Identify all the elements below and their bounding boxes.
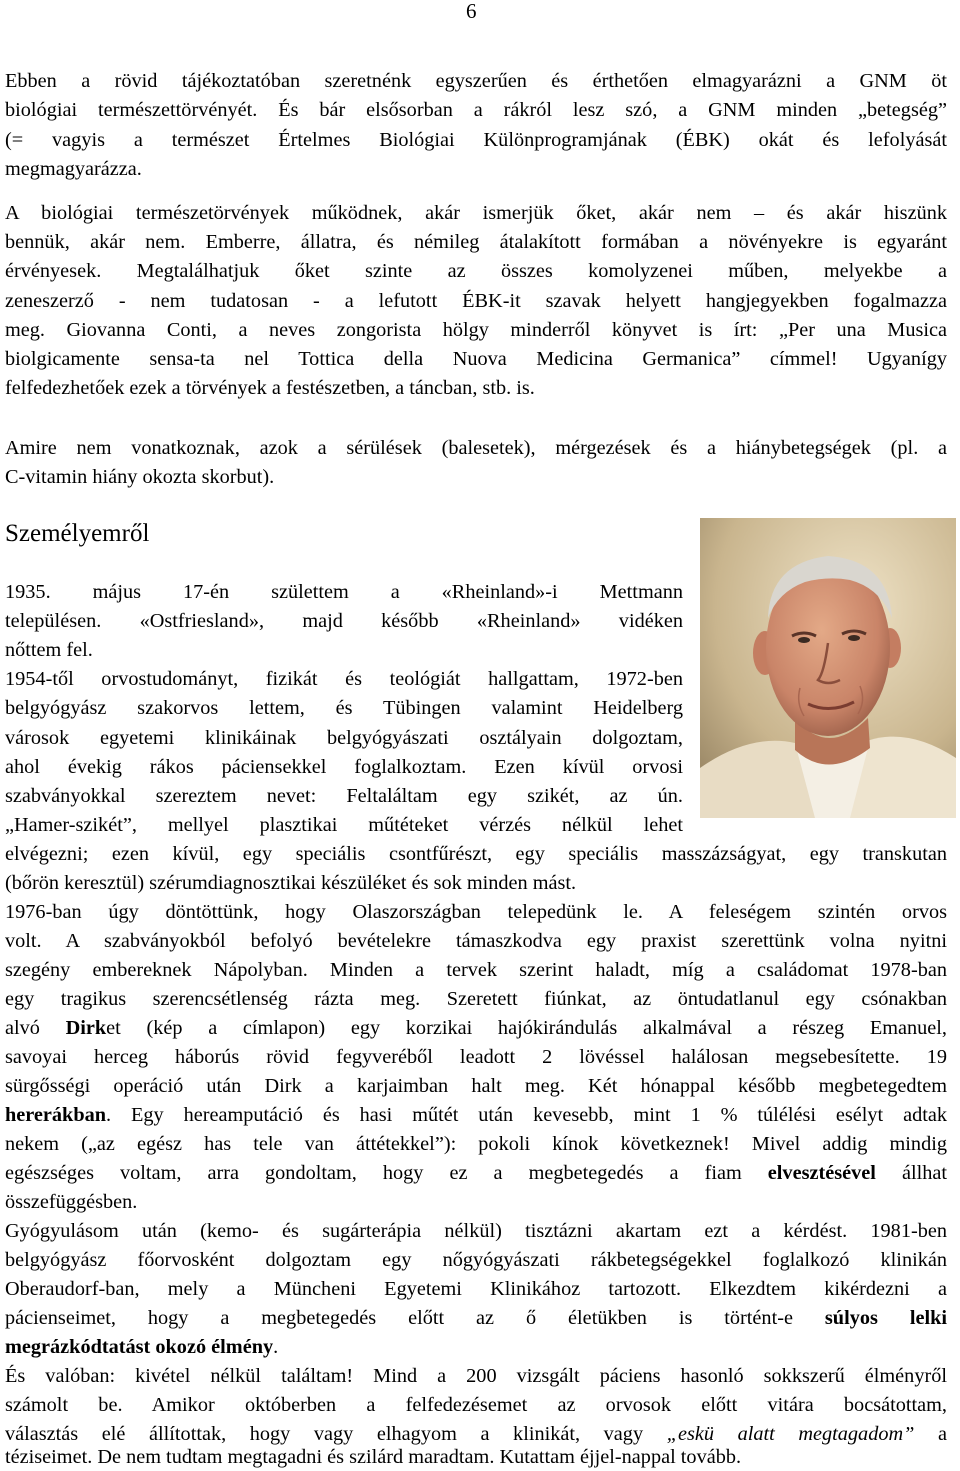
text-line: 1976-ban úgy döntöttünk, hogy Olaszországban telepedünk le. A feleségem szintén orvos bbox=[5, 901, 947, 923]
text-line: hererákban. Egy hereamputáció és hasi műtét után kevesebb, mint 1 % túlélési esélyt adtak bbox=[5, 1104, 947, 1126]
text-line: (= vagyis a természet Értelmes Biológiai Különprogramjának (ÉBK) okát és lefolyását bbox=[5, 129, 947, 151]
text-line: nőttem fel. bbox=[5, 639, 93, 661]
bold-text: hererákban bbox=[5, 1104, 107, 1126]
text-line: És valóban: kivétel nélkül találtam! Mind a 200 vizsgált páciens hasonló sokkszerű élményről bbox=[5, 1365, 947, 1387]
text-line: volt. A szabványokból befolyó bevételekre támaszkodva egy praxist szerettünk volna nyitni bbox=[5, 930, 947, 952]
bold-text: elvesztésével bbox=[767, 1162, 876, 1184]
section-heading: Személyemről bbox=[5, 520, 150, 547]
text-line: C-vitamin hiány okozta skorbut). bbox=[5, 466, 275, 488]
text-line: alvó Dirket (kép a címlapon) egy korzikai hajókirándulás alkalmával a részeg Emanuel, bbox=[5, 1017, 947, 1039]
text-line: számolt be. Amikor októberben a felfedezésemet az orvosok előtt vitára bocsátottam, bbox=[5, 1394, 947, 1416]
text-line: 1954-től orvostudományt, fizikát és teológiát hallgattam, 1972-ben bbox=[5, 668, 683, 690]
text-line: megrázkódtatást okozó élmény. bbox=[5, 1336, 279, 1358]
text-line: biolgicamente sensa-ta nel Tottica della Nuova Medicina Germanica” címmel! Ugyanígy bbox=[5, 348, 947, 370]
text-line: egészséges voltam, arra gondoltam, hogy ez a megbetegedés a fiam elvesztésével állhat bbox=[5, 1162, 948, 1184]
bold-text: súlyos lelki bbox=[824, 1307, 947, 1329]
text-line: egy tragikus szerencsétlenség rázta meg. Szeretett fiúnkat, az öntudatlanul egy csónakban bbox=[5, 988, 947, 1010]
text-line: Ebben a rövid tájékoztatóban szeretnénk egyszerűen és érthetően elmagyarázni a GNM öt bbox=[5, 70, 947, 92]
text-line: felfedezhetőek ezek a törvények a festészetben, a táncban, stb. is. bbox=[5, 377, 535, 399]
text-line: (bőrön keresztül) szérumdiagnosztikai készüléket és sok minden mást. bbox=[5, 872, 577, 894]
text-line: belgyógyász főorvosként dolgoztam egy nőgyógyászati rákbetegségekkel foglalkozó klinikán bbox=[5, 1249, 947, 1271]
author-portrait bbox=[700, 518, 956, 818]
bold-text: megrázkódtatást okozó élmény bbox=[5, 1336, 274, 1358]
text-line: Amire nem vonatkoznak, azok a sérülések (balesetek), mérgezések és a hiánybetegségek (pl. a bbox=[5, 437, 947, 459]
text-line: bennük, akár nem. Emberre, állatra, és némileg átalakított formában a növényekre is egyaránt bbox=[5, 231, 947, 253]
text-line: ahol évekig rákos páciensekkel foglalkoztam. Ezen kívül orvosi bbox=[5, 756, 683, 778]
text-line: elvégezni; ezen kívül, egy speciális csontfűrészt, egy speciális masszázságyat, egy transkutan bbox=[5, 843, 947, 865]
text-line: nekem („az egész has tele van áttétekkel”): pokoli kínok következnek! Mivel addig mindig bbox=[5, 1133, 947, 1155]
text-line: Oberaudorf-ban, mely a Müncheni Egyetemi Klinikához tartozott. Elkezdtem kikérdezni a bbox=[5, 1278, 947, 1300]
text-line: pácienseimet, hogy a megbetegedés előtt az ő életükben is történt-e súlyos lelki bbox=[5, 1307, 947, 1329]
text-line: zeneszerző - nem tudatosan - a lefutott ÉBK-it szavak helyett hangjegyekben fogalmazza bbox=[5, 290, 947, 312]
text-line: 1935. május 17-én születtem a «Rheinland»-i Mettmann bbox=[5, 581, 683, 603]
text-line: szabványokkal szereztem nevet: Feltaláltam egy szikét, az ún. bbox=[5, 785, 683, 807]
text-line: Gyógyulásom után (kemo- és sugárterápia nélkül) tisztázni akartam ezt a kérdést. 1981-ben bbox=[5, 1220, 947, 1242]
text-line: összefüggésben. bbox=[5, 1191, 138, 1213]
text-line: választás elé állítottak, hogy vagy elhagyom a klinikát, vagy „eskü alatt megtagadom” a bbox=[5, 1423, 948, 1445]
text-line: településen. «Ostfriesland», majd később «Rheinland» vidéken bbox=[5, 610, 683, 632]
page-number: 6 bbox=[466, 0, 477, 23]
text-line: A biológiai természetörvények működnek, akár ismerjük őket, akár nem – és akár hiszünk bbox=[5, 202, 947, 224]
text-line: belgyógyász szakorvos lettem, és Tübingen valamint Heidelberg bbox=[5, 697, 683, 719]
text-line: biológiai természettörvényét. És bár elsősorban a rákról lesz szó, a GNM minden „betegség” bbox=[5, 99, 947, 121]
text-line: szegény embereknek Nápolyban. Minden a tervek szerint haladt, míg a családomat 1978-ban bbox=[5, 959, 947, 981]
text-line: érvényesek. Megtalálhatjuk őket szinte az összes komolyzenei műben, melyekbe a bbox=[5, 260, 947, 282]
text-line: savoyai herceg háborús rövid fegyveréből leadott 2 lövéssel halálosan megsebesítette. 19 bbox=[5, 1046, 947, 1068]
text-line: meg. Giovanna Conti, a neves zongorista hölgy minderről könyvet is írt: „Per una Musica bbox=[5, 319, 947, 341]
text-line: városok egyetemi klinikáinak belgyógyászati osztályain dolgoztam, bbox=[5, 727, 683, 749]
text-line: megmagyarázza. bbox=[5, 158, 142, 180]
italic-text: „eskü alatt megtagadom” bbox=[666, 1423, 915, 1445]
bold-text: Dirk bbox=[65, 1017, 107, 1039]
text-line: „Hamer-szikét”, mellyel plasztikai műtéteket vérzés nélkül lehet bbox=[5, 814, 683, 836]
text-line: sürgősségi operáció után Dirk a karjaimban halt meg. Két hónappal később megbetegedtem bbox=[5, 1075, 947, 1097]
text-line: téziseimet. De nem tudtam megtagadni és szilárd maradtam. Kutattam éjjel-nappal tovább. bbox=[5, 1446, 742, 1468]
